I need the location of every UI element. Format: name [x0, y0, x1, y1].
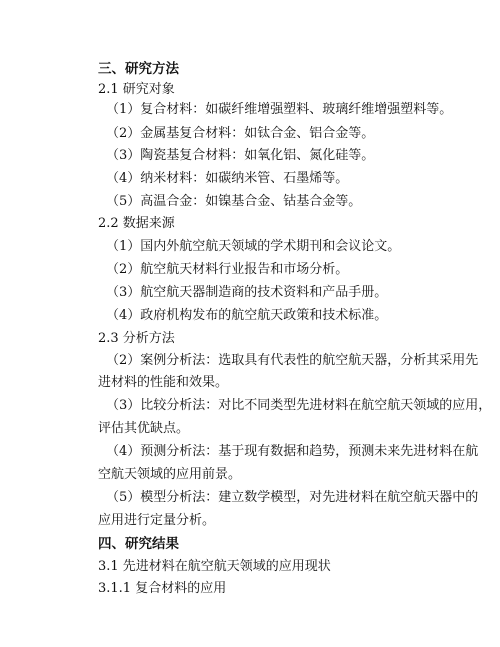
paragraph-line: 评估其优缺点。 — [98, 421, 190, 436]
section-heading-research-results: 四、研究结果 — [98, 536, 179, 552]
list-item: （5）高温合金：如镍基合金、钴基合金等。 — [106, 194, 362, 209]
paragraph-line: （3）比较分析法：对比不同类型先进材料在航空航天领域的应用， — [106, 398, 492, 413]
list-item: （3）陶瓷基复合材料：如氧化铝、氮化硅等。 — [106, 148, 375, 163]
subsubsection-heading-composite-applications: 3.1.1 复合材料的应用 — [98, 581, 227, 596]
paragraph-line: （2）案例分析法：选取具有代表性的航空航天器，分析其采用先 — [106, 353, 479, 368]
subsection-heading-data-sources: 2.2 数据来源 — [98, 216, 175, 231]
list-item: （1）复合材料：如碳纤维增强塑料、玻璃纤维增强塑料等。 — [106, 102, 453, 117]
list-item: （4）纳米材料：如碳纳米管、石墨烯等。 — [106, 171, 349, 186]
list-item: （4）政府机构发布的航空航天政策和技术标准。 — [106, 308, 388, 323]
list-item: （3）航空航天器制造商的技术资料和产品手册。 — [106, 285, 388, 300]
paragraph-line: （4）预测分析法：基于现有数据和趋势，预测未来先进材料在航 — [106, 444, 479, 459]
list-item: （2）金属基复合材料：如钛合金、铝合金等。 — [106, 126, 375, 141]
paragraph-line: 进材料的性能和效果。 — [98, 375, 229, 390]
subsection-heading-application-status: 3.1 先进材料在航空航天领域的应用现状 — [98, 559, 331, 574]
paragraph-line: 空航天领域的应用前景。 — [98, 467, 242, 482]
subsection-heading-analysis-methods: 2.3 分析方法 — [98, 331, 175, 346]
list-item: （2）航空航天材料行业报告和市场分析。 — [106, 262, 349, 277]
section-heading-research-methods: 三、研究方法 — [98, 61, 179, 77]
paragraph-line: （5）模型分析法：建立数学模型，对先进材料在航空航天器中的 — [106, 490, 479, 505]
list-item: （1）国内外航空航天领域的学术期刊和会议论文。 — [106, 239, 401, 254]
paragraph-line: 应用进行定量分析。 — [98, 513, 216, 528]
subsection-heading-research-objects: 2.1 研究对象 — [98, 82, 175, 97]
